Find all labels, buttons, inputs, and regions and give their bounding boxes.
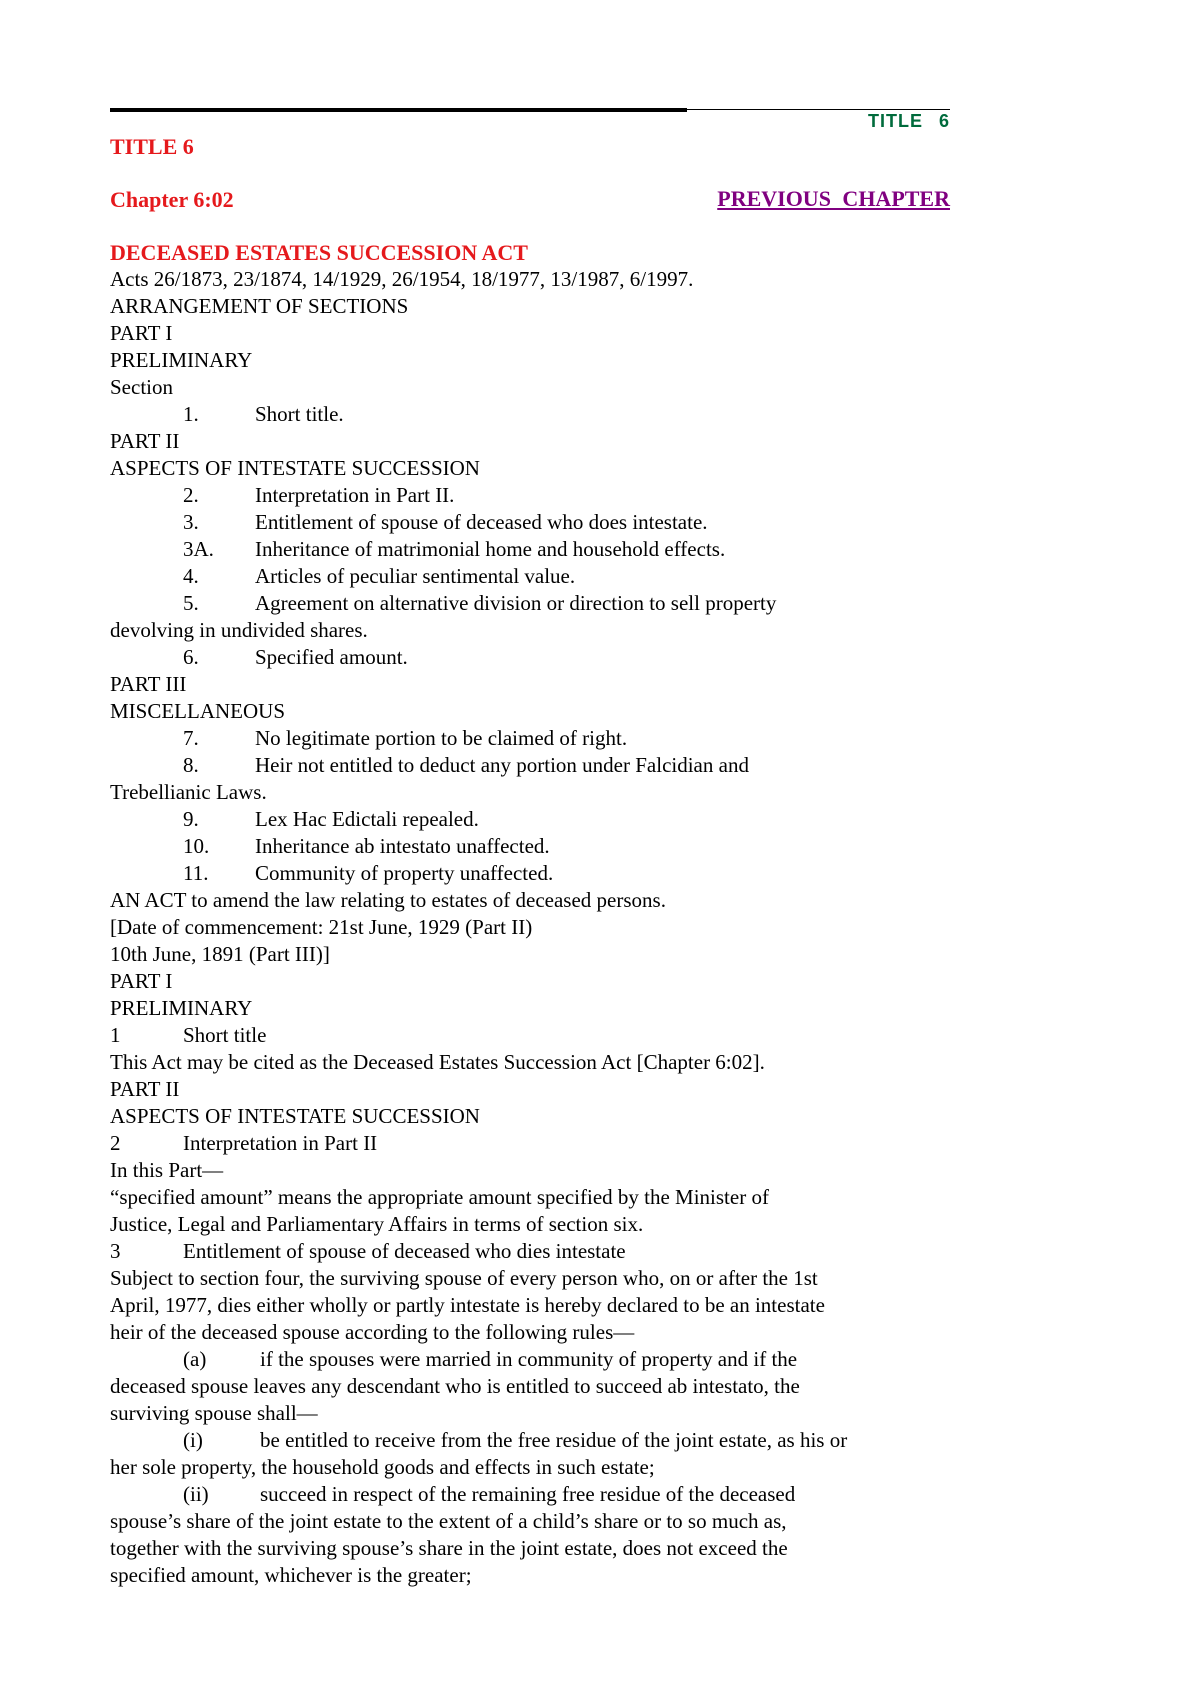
arrangement-heading: ARRANGEMENT OF SECTIONS xyxy=(110,294,409,318)
section-text: Justice, Legal and Parliamentary Affairs in terms of section six. xyxy=(110,1212,644,1236)
part-label: PART II xyxy=(110,1077,180,1101)
section-text: spouse’s share of the joint estate to the extent of a child’s share or to so much as, xyxy=(110,1509,787,1533)
act-title: DECEASED ESTATES SUCCESSION ACT xyxy=(110,240,528,265)
section-heading: 1 Short title xyxy=(110,1023,267,1047)
header-rule-thick xyxy=(110,108,687,112)
previous-chapter-link[interactable]: PREVIOUS CHAPTER xyxy=(717,186,950,211)
section-text: together with the surviving spouse’s share in the joint estate, does not exceed the xyxy=(110,1536,788,1560)
toc-entry: 3. Entitlement of spouse of deceased who does intestate. xyxy=(183,510,708,534)
toc-section-label: Section xyxy=(110,375,173,399)
paragraph-item: (a) if the spouses were married in community of property and if the xyxy=(183,1347,798,1371)
section-text: “specified amount” means the appropriate amount specified by the Minister of xyxy=(110,1185,769,1209)
toc-entry-continued: devolving in undivided shares. xyxy=(110,618,368,642)
toc-entry: 3A. Inheritance of matrimonial home and household effects. xyxy=(183,537,726,561)
commencement-date: 10th June, 1891 (Part III)] xyxy=(110,942,330,966)
part-name: PRELIMINARY xyxy=(110,996,253,1020)
toc-entry: 2. Interpretation in Part II. xyxy=(183,483,455,507)
long-title: AN ACT to amend the law relating to estates of deceased persons. xyxy=(110,888,666,912)
subparagraph-item: (ii) succeed in respect of the remaining free residue of the deceased xyxy=(183,1482,796,1506)
toc-entry: 9. Lex Hac Edictali repealed. xyxy=(183,807,479,831)
section-text: heir of the deceased spouse according to the following rules— xyxy=(110,1320,635,1344)
title-heading: TITLE 6 xyxy=(110,134,194,159)
toc-entry: 5. Agreement on alternative division or direction to sell property xyxy=(183,591,777,615)
toc-entry: 8. Heir not entitled to deduct any portion under Falcidian and xyxy=(183,753,749,777)
toc-entry: 1. Short title. xyxy=(183,402,344,426)
toc-entry: 11. Community of property unaffected. xyxy=(183,861,554,885)
section-text: specified amount, whichever is the greater; xyxy=(110,1563,472,1587)
part-name: ASPECTS OF INTESTATE SUCCESSION xyxy=(110,1104,480,1128)
toc-entry: 7. No legitimate portion to be claimed of right. xyxy=(183,726,628,750)
section-text: This Act may be cited as the Deceased Estates Succession Act [Chapter 6:02]. xyxy=(110,1050,765,1074)
running-title: TITLE 6 xyxy=(867,111,950,131)
toc-part-name: ASPECTS OF INTESTATE SUCCESSION xyxy=(110,456,480,480)
section-text: deceased spouse leaves any descendant who is entitled to succeed ab intestato, the xyxy=(110,1374,800,1398)
toc-entry-continued: Trebellianic Laws. xyxy=(110,780,267,804)
commencement-date: [Date of commencement: 21st June, 1929 (Part II) xyxy=(110,915,533,939)
toc-part-label: PART I xyxy=(110,321,173,345)
toc-entry: 6. Specified amount. xyxy=(183,645,408,669)
section-text: Subject to section four, the surviving spouse of every person who, on or after the 1st xyxy=(110,1266,818,1290)
toc-entry: 4. Articles of peculiar sentimental value. xyxy=(183,564,576,588)
section-text: her sole property, the household goods and effects in such estate; xyxy=(110,1455,655,1479)
section-text: April, 1977, dies either wholly or partly intestate is hereby declared to be an intestate xyxy=(110,1293,825,1317)
toc-part-name: MISCELLANEOUS xyxy=(110,699,286,723)
toc-part-label: PART III xyxy=(110,672,187,696)
toc-entry: 10. Inheritance ab intestato unaffected. xyxy=(183,834,550,858)
section-text: surviving spouse shall— xyxy=(110,1401,318,1425)
chapter-heading: Chapter 6:02 xyxy=(110,187,234,212)
acts-list: Acts 26/1873, 23/1874, 14/1929, 26/1954, 18/1977, 13/1987, 6/1997. xyxy=(110,267,694,291)
subparagraph-item: (i) be entitled to receive from the free residue of the joint estate, as his or xyxy=(183,1428,848,1452)
section-text: In this Part— xyxy=(110,1158,224,1182)
section-heading: 2 Interpretation in Part II xyxy=(110,1131,378,1155)
section-heading: 3 Entitlement of spouse of deceased who dies intestate xyxy=(110,1239,626,1263)
part-label: PART I xyxy=(110,969,173,993)
toc-part-name: PRELIMINARY xyxy=(110,348,253,372)
header-rule-thin xyxy=(687,109,950,110)
toc-part-label: PART II xyxy=(110,429,180,453)
